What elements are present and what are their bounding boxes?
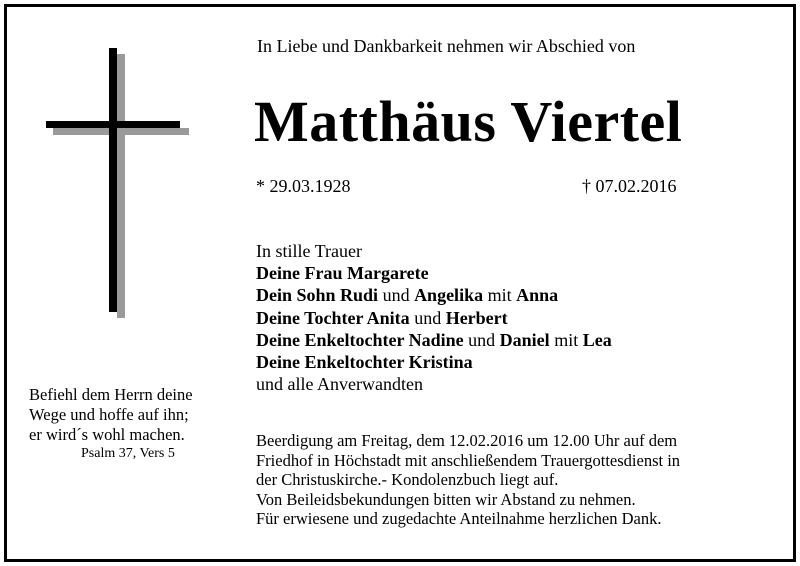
funeral-line-1: Beerdigung am Freitag, dem 12.02.2016 um 12.00 Uhr auf dem [256,431,678,450]
funeral-line-4: Von Beileidsbekundungen bitten wir Abstand zu nehmen. [256,489,636,509]
funeral-line-2: Friedhof in Höchstadt mit anschließendem Trauergottesdienst in [256,450,681,470]
cross-icon [46,48,186,320]
mourner-daughter: Deine Tochter Anita und Herbert [256,307,508,328]
funeral-notice [256,431,680,529]
mourner-son: Dein Sohn Rudi und Angelika mit Anna [256,285,559,306]
death-date: † 07.02.2016 [582,176,677,196]
mourner-granddaughter-nadine: Deine Enkeltochter Nadine und Daniel mit Lea [256,329,612,350]
funeral-line-5: Für erwiesene und zugedachte Anteilnahme herzlichen Dank. [256,509,662,528]
mourners-list [256,240,612,395]
psalm-quote [29,385,193,463]
psalm-line-1: Befiehl dem Herrn deine [29,385,193,404]
psalm-reference: Psalm 37, Vers 5 [81,446,175,461]
cross-bar-vertical [109,48,117,312]
intro-text: In Liebe und Dankbarkeit nehmen wir Abschied von [257,36,636,56]
mourners-relatives: und alle Anverwandten [256,374,423,395]
mourner-wife: Deine Frau Margarete [256,263,429,284]
psalm-line-2: Wege und hoffe auf ihn; [29,405,189,424]
mourner-granddaughter-kristina: Deine Enkeltochter Kristina [256,352,473,373]
cross-shadow-vertical [117,54,125,318]
cross-bar-horizontal [46,121,180,128]
birth-date: * 29.03.1928 [256,176,351,196]
mourners-intro: In stille Trauer [256,241,362,261]
cross-shadow-horizontal [53,128,189,135]
funeral-line-3: der Christuskirche.- Kondolenzbuch liegt auf. [256,470,559,489]
psalm-line-3: er wird´s wohl machen. [29,425,185,444]
deceased-name: Matthäus Viertel [254,89,683,154]
